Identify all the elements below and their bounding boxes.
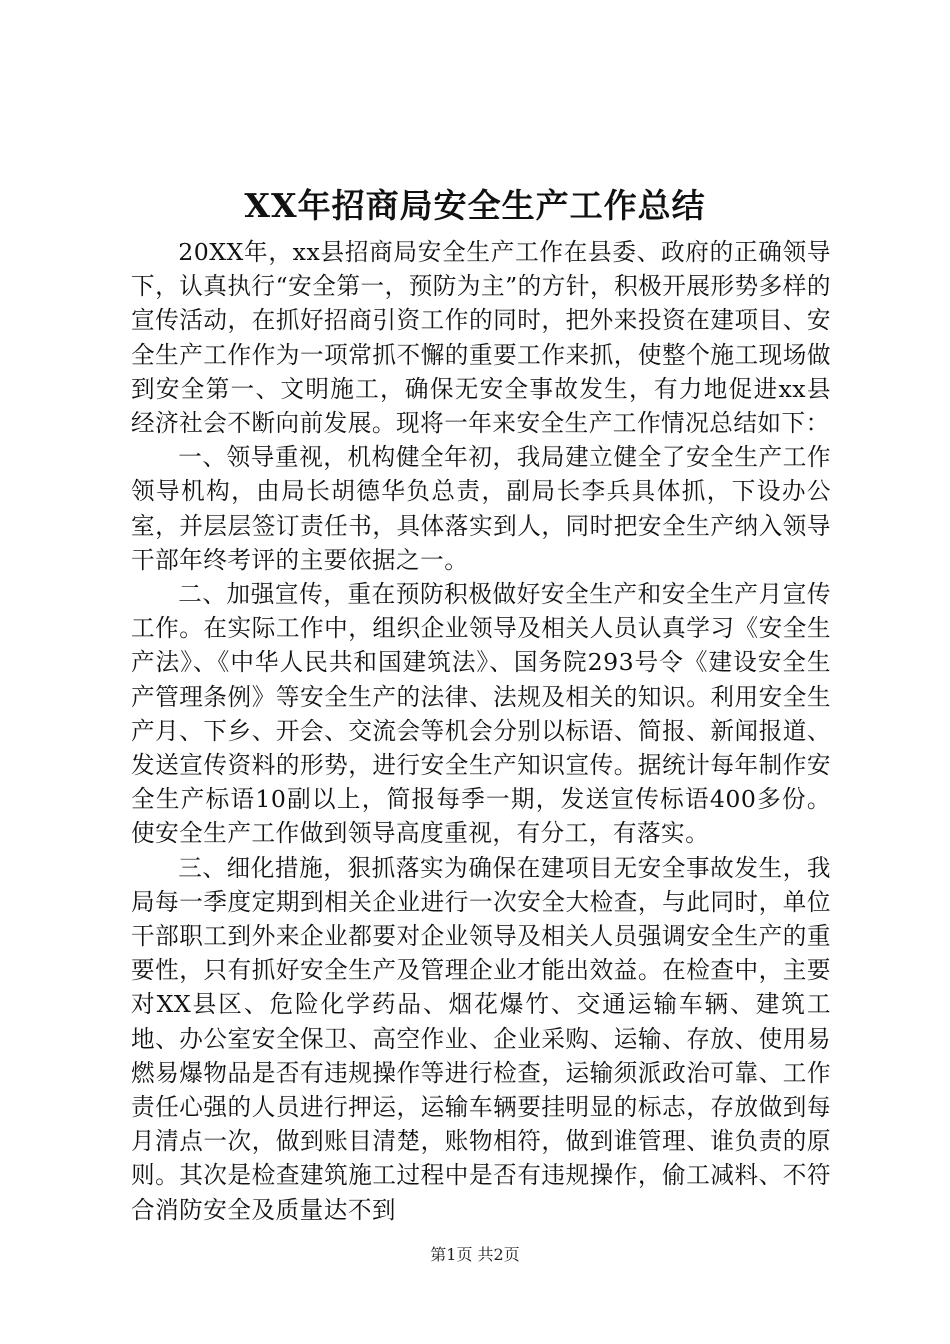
paragraph-section-3: 三、细化措施，狠抓落实为确保在建项目无安全事故发生，我局每一季度定期到相关企业进行一次安全大检查，与此同时，单位干部职工到外来企业都要对企业领导及相关人员强调安全生产的重要性，只有抓好安全生产及管理企业才能出效益。在检查中，主要对XX县区、危险化学药品、烟花爆竹、交通运输车辆、建筑工地、办公室安全保卫、高空作业、企业采购、运输、存放、使用易燃易爆物品是否有违规操作等进行检查，运输须派政治可靠、工作责任心强的人员进行押运，运输车辆要挂明显的标志，存放做到每月清点一次，做到账目清楚，账物相符，做到谁管理、谁负责的原则。其次是检查建筑施工过程中是否有违规操作，偷工减料、不符合消防安全及质量达不到 (131, 853, 831, 1224)
paragraph-intro: 20XX年，xx县招商局安全生产工作在县委、政府的正确领导下，认真执行“安全第一，预防为主”的方针，积极开展形势多样的宣传活动，在抓好招商引资工作的同时，把外来投资在建项目、安全生产工作作为一项常抓不懈的重要工作来抓，使整个施工现场做到安全第一、文明施工，确保无安全事故发生，有力地促进xx县经济社会不断向前发展。现将一年来安全生产工作情况总结如下： (131, 238, 831, 438)
paragraph-section-1: 一、领导重视，机构健全年初，我局建立健全了安全生产工作领导机构，由局长胡德华负总责，副局长李兵具体抓，下设办公室，并层层签订责任书，具体落实到人，同时把安全生产纳入领导干部年终考评的主要依据之一。 (131, 443, 831, 574)
document-body (131, 235, 831, 1227)
paragraph-section-2: 二、加强宣传，重在预防积极做好安全生产和安全生产月宣传工作。在实际工作中，组织企业领导及相关人员认真学习《安全生产法》、《中华人民共和国建筑法》、国务院293号令《建设安全生产管理条例》等安全生产的法律、法规及相关的知识。利用安全生产月、下乡、开会、交流会等机会分别以标语、简报、新闻报道、发送宣传资料的形势，进行安全生产知识宣传。据统计每年制作安全生产标语10副以上，简报每季一期，发送宣传标语400多份。使安全生产工作做到领导高度重视，有分工，有落实。 (131, 580, 831, 848)
document-title: XX年招商局安全生产工作总结 (244, 186, 706, 225)
page-number-footer: 第1页 共2页 (430, 1245, 520, 1264)
